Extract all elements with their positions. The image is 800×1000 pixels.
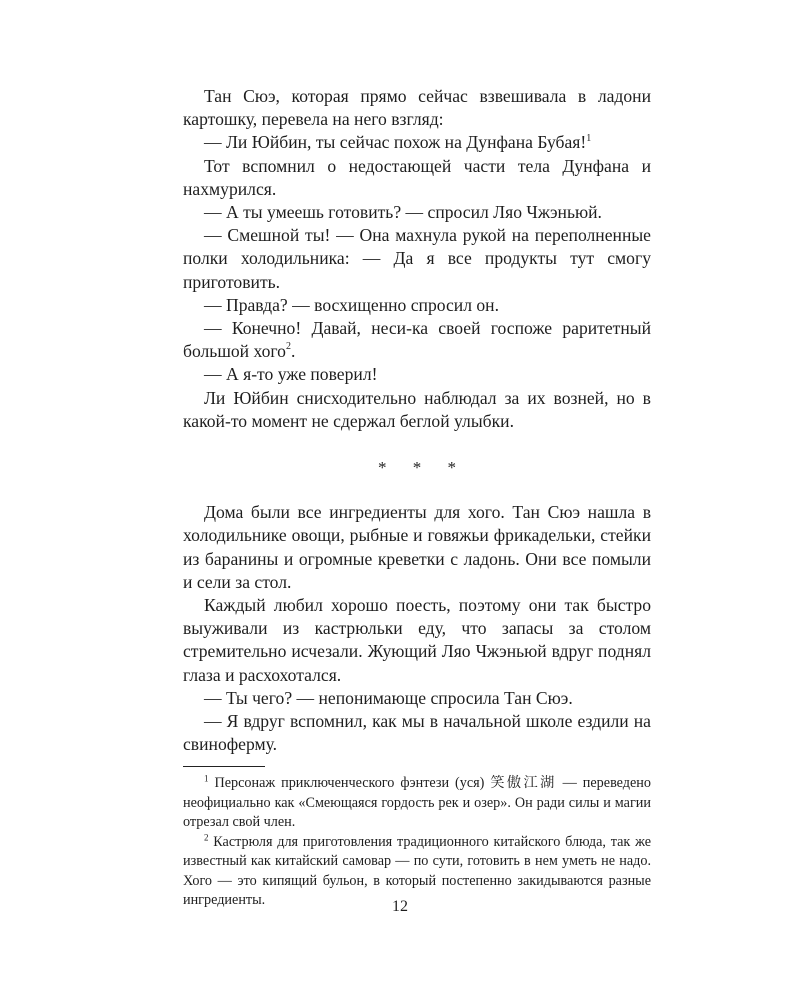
footnote-text: Персонаж приключенческого фэнтези (уся) 笑傲江湖 — переведено неофициально как «Смеющаяся гордость рек и озер». Он ради силы и магии отрезал свой член.: [183, 775, 651, 831]
footnote-ref: 1: [586, 132, 592, 144]
paragraph: — Ты чего? — непонимающе спросила Тан Сюэ.: [204, 687, 573, 708]
paragraph: Ли Юйбин снисходительно наблюдал за их возней, но в какой-то момент не сдержал беглой улыбки.: [183, 387, 651, 431]
footnote-ref: 2: [285, 341, 291, 353]
main-text: [183, 85, 651, 756]
paragraph: Тот вспомнил о недостающей части тела Дунфана и нахмурился.: [183, 155, 651, 199]
scene-break: * * *: [378, 458, 467, 478]
footnote: [183, 774, 651, 832]
paragraph: Дома были все ингредиенты для хого. Тан Сюэ нашла в холодильнике овощи, рыбные и говяжьи фрикадельки, стейки из баранины и огромные креветки с ладонь. Они все помыли и сели за стол.: [183, 502, 651, 592]
paragraph: — Я вдруг вспомнил, как мы в начальной школе ездили на свиноферму.: [183, 711, 651, 755]
paragraph: — Правда? — восхищенно спросил он.: [204, 294, 499, 315]
paragraph: — А ты умеешь готовить? — спросил Ляо Чжэньюй.: [204, 202, 602, 223]
footnotes: [183, 774, 651, 910]
footnote-number: 1: [204, 773, 209, 784]
footnote-number: 2: [204, 831, 209, 842]
paragraph: Каждый любил хорошо поесть, поэтому они так быстро выуживали из кастрюльки еду, что запасы за столом стремительно исчезали. Жующий Ляо Чжэньюй вдруг поднял глаза и расхохотался.: [183, 595, 651, 685]
paragraph: — Конечно! Давай, неси-ка своей госпоже раритетный большой хого$^2$.: [183, 318, 651, 362]
paragraph: — А я-то уже поверил!: [204, 364, 378, 385]
paragraph: — Ли Юйбин, ты сейчас похож на Дунфана Бубая!$^1$: [204, 132, 592, 153]
page-number: 12: [392, 898, 408, 915]
paragraph: — Смешной ты! — Она махнула рукой на переполненные полки холодильника: — Да я все продукты тут смогу приготовить.: [183, 225, 651, 292]
footnote-divider: [183, 766, 265, 767]
book-page: [183, 85, 651, 910]
footnote-text: Кастрюля для приготовления традиционного китайского блюда, так же известный как китайский самовар — по сути, готовить в нем уметь не надо. Хого — это кипящий бульон, в который постепенно закидываются разные ингредиенты.: [183, 833, 652, 908]
paragraph: Тан Сюэ, которая прямо сейчас взвешивала в ладони картошку, перевела на него взгляд:: [183, 86, 651, 130]
